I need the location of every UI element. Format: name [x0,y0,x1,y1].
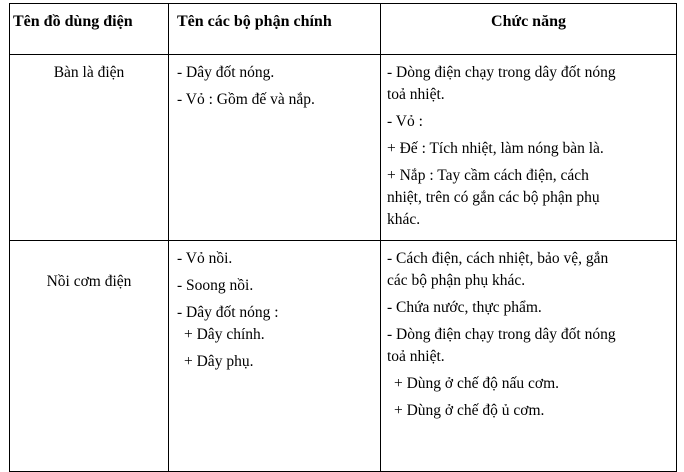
function-line: - Vỏ : [387,113,423,130]
function-line: + Đế : Tích nhiệt, làm nóng bàn là. [387,140,604,157]
function-line: - Chứa nước, thực phẩm. [387,299,542,316]
part-item: + Dây phụ. [184,353,254,370]
function-line: nhiệt, trên có gắn các bộ phận phụ [387,189,600,206]
appliance-table-container [9,3,676,432]
part-item: - Dây đốt nóng. [177,64,275,81]
function-line: + Dùng ở chế độ ủ cơm. [394,402,545,419]
function-line: - Dòng điện chạy trong dây đốt nóng [387,64,616,81]
header-row [10,4,677,55]
appliance-name-cell: Bàn là điện [10,55,169,241]
parts-cell [169,55,381,241]
function-line: toả nhiệt. [387,348,445,365]
function-line: - Dòng điện chạy trong dây đốt nóng [387,326,616,343]
table-row-iron [10,55,677,241]
function-line: + Nắp : Tay cầm cách điện, cách [387,167,589,184]
part-item: - Vỏ nồi. [177,250,233,267]
function-line: toả nhiệt. [387,86,445,103]
function-line: + Dùng ở chế độ nấu cơm. [394,375,560,392]
function-line: khác. [387,211,421,228]
appliance-table [9,3,677,472]
part-item: + Dây chính. [184,326,265,343]
function-line: các bộ phận phụ khác. [387,272,526,289]
function-cell [381,55,677,241]
part-item: - Vỏ : Gồm đế và nắp. [177,91,315,108]
header-main-parts: Tên các bộ phận chính [169,4,381,55]
parts-cell [169,241,381,472]
part-item: - Soong nồi. [177,277,254,294]
header-appliance-name: Tên đồ dùng điện [10,4,169,55]
function-cell [381,241,677,472]
header-function: Chức năng [381,4,677,55]
table-row-rice-cooker [10,241,677,472]
function-line: - Cách điện, cách nhiệt, bảo vệ, gắn [387,250,609,267]
appliance-name-cell: Nồi cơm điện [10,241,169,472]
part-item: - Dây đốt nóng : [177,304,279,321]
